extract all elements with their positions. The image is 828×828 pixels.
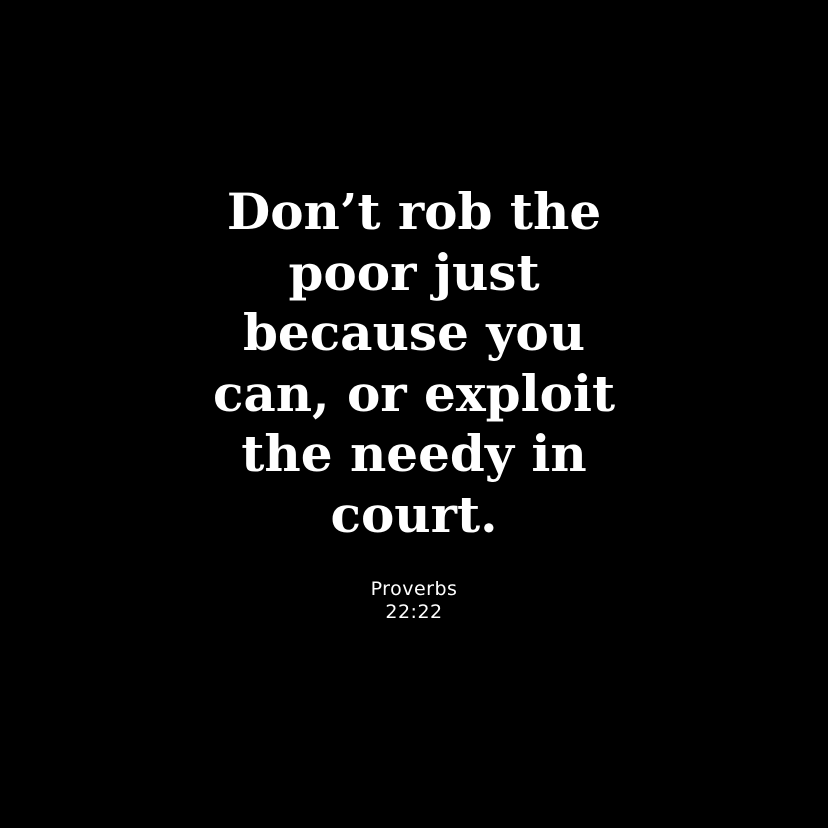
quote-line: Don’t rob the (226, 182, 602, 241)
quote-line: can, or exploit (212, 363, 616, 423)
scripture-reference (0, 578, 828, 624)
quote-line: the needy in (241, 424, 587, 483)
quote-text (0, 182, 828, 545)
reference-verse: 22:22 (385, 601, 443, 623)
reference-book: Proverbs (370, 578, 458, 600)
quote-line: court. (330, 484, 498, 544)
quote-line: because you (242, 303, 586, 362)
quote-line: poor just (288, 242, 540, 302)
